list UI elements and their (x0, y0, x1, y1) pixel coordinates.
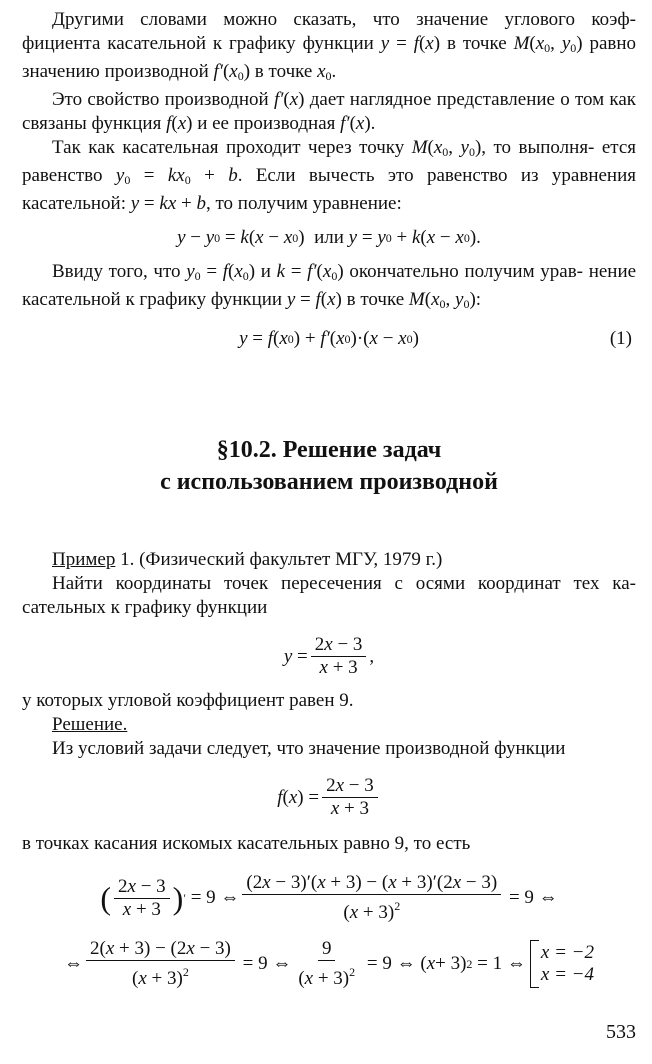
example-title: Пример 1. (Физический факультет МГУ, 1979 г.) (52, 549, 443, 570)
paragraph-2: Это свойство производной f′(x) дает наглядное представление о том как связаны функция f(x) и ее производная f′(x). (22, 89, 637, 134)
formula-f: f ( x ) = $\frac{2x - 3}{x + 3}$ (22, 775, 636, 820)
page-body (22, 8, 636, 990)
solution-system: x = −2 x = −4 (530, 940, 594, 988)
formula-derivative-step2: ⇔ $\frac{2(x + 3) - (2x - 3)}{(x + 3)^2}$ = 9 ⇔ $\frac{9}{(x + 3)^2}$ = 9 ⇔ ( x + 3) 2 = 1 ⇔ x = −2 x = −4 (64, 938, 594, 989)
equation-number: (1) (609, 328, 632, 349)
formula-function: y = $\frac{2x - 3}{x + 3}$ , (283, 634, 375, 678)
page-number: 533 (606, 1021, 636, 1043)
formula-tangent-equation: y = f ( x 0 ) + f′ ( x 0 )·( x − x 0 ) (1) (239, 328, 632, 349)
example-label: Пример (52, 549, 116, 570)
section-heading-line1: §10.2. Решение задач (216, 437, 442, 463)
paragraph-4: Ввиду того, что $y_0 = f(x_0)$ и $k = f'(x_0)$ окончательно получим урав- нение касательной к графику функции y = f(x) в точке $M(x_0$, $y_0$): (22, 261, 637, 311)
task-statement: Найти координаты точек пересечения с осями координат тех ка- сательных к графику функции (22, 573, 636, 618)
section-heading-line2: с использованием производной (160, 469, 498, 495)
solution-text-1: Из условий задачи следует, что значение производной функции (52, 738, 566, 759)
formula-derivative-step1: ( $\frac{2x - 3}{x + 3}$ ) ′ = 9 ⇔ $\frac{(2x - 3)'(x + 3) - (x + 3)'(2x - 3)}{(x + 3)^2}$ = 9 ⇔ (100, 872, 558, 923)
paragraph-1: Другими словами можно сказать, что значение углового коэф- фициента касательной к графику функции y = f(x) в точке $M(x_0$, $y_0$) равно значению производной $f'(x_0)$ в точке $x_0$. (22, 9, 637, 83)
solution-text-2: в точках касания искомых касательных равно 9, то есть (22, 833, 471, 854)
solution-label: Решение. (52, 714, 128, 735)
task-condition: у которых угловой коэффициент равен 9. (22, 690, 354, 711)
paragraph-3: Так как касательная проходит через точку $M(x_0$, $y_0$), то выполня- ется равенство $y_0 = kx_0 + b$. Если вычесть это равенство из уравнения касательной: y = kx + b, то получим уравнение: (22, 137, 636, 214)
formula-tangent-diff: y − y 0 = k ( x − x 0 ) или y = y 0 + k ( x − x 0 ). (177, 227, 481, 248)
